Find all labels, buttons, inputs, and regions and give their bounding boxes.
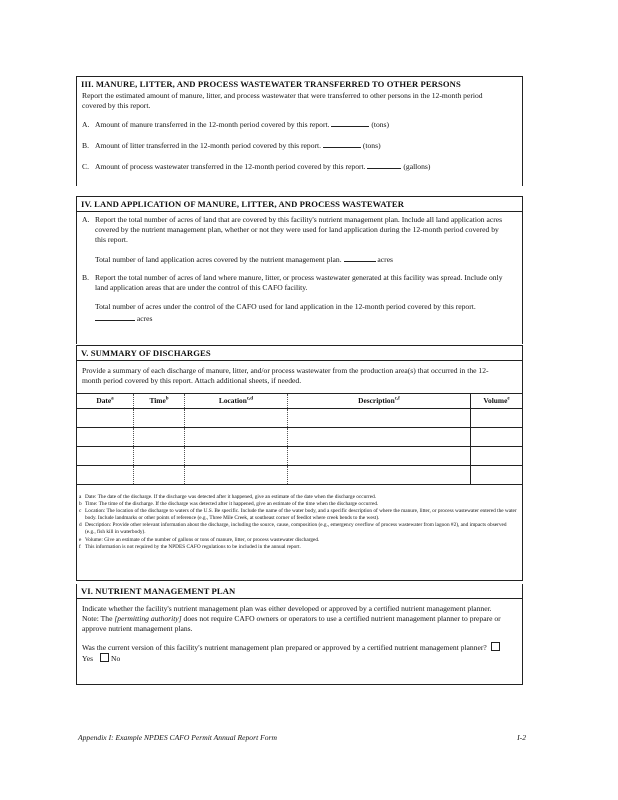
col-volume: Volume$^e$ — [471, 394, 523, 409]
section-3-heading: III. MANURE, LITTER, AND PROCESS WASTEWATER TRANSFERRED TO OTHER PERSONS — [81, 79, 461, 89]
litter-tons-field[interactable] — [323, 139, 361, 148]
item-4b-total-text: Total number of acres under the control of the CAFO used for land application in the 12-month period covered by this report. — [95, 302, 476, 311]
table-cell[interactable] — [185, 428, 288, 447]
footer-title: Appendix I: Example NPDES CAFO Permit Annual Report Form — [78, 733, 277, 742]
item-3a-unit: (tons) — [371, 120, 390, 129]
item-4a-total — [77, 253, 522, 265]
item-3a — [77, 118, 522, 130]
section-4-heading: IV. LAND APPLICATION OF MANURE, LITTER, AND PROCESS WASTEWATER — [77, 197, 522, 212]
item-3b — [77, 139, 522, 151]
table-cell[interactable] — [134, 409, 185, 428]
section-5-intro: Provide a summary of each discharge of manure, litter, and/or process wastewater from the production area(s) that occurred in the 12-month period covered by this report. Attach additional sheets, if needed. — [82, 366, 489, 385]
footnote: c Location: The location of the discharge to waters of the U.S. Be specific. Include the name of the water body, and a specific description of where the manure, litter, or process wastewater entered the water body. Include landmarks or other points of reference (e.g., Three Mile Creek, at southeast corner of feedlot where creek bends to the west). — [79, 508, 517, 522]
discharge-table-header — [77, 394, 522, 409]
item-3a-label: A. — [82, 120, 90, 129]
table-row — [77, 466, 522, 485]
footnote: e Volume: Give an estimate of the number of gallons or tons of manure, litter, or process wastewater discharged. — [79, 536, 320, 543]
no-checkbox[interactable] — [100, 653, 109, 662]
item-4a-total-text: Total number of land application acres covered by the nutrient management plan. — [95, 255, 342, 264]
yes-checkbox[interactable] — [491, 642, 500, 651]
section-3-intro: Report the estimated amount of manure, litter, and process wastewater that were transferred to other persons in the 12-month period covered by this report. — [82, 91, 483, 110]
nmp-acres-field[interactable] — [344, 253, 376, 262]
table-cell[interactable] — [134, 447, 185, 466]
table-cell[interactable] — [288, 466, 471, 485]
col-location: Location$^{c,d}$ — [185, 394, 288, 409]
table-cell[interactable] — [77, 447, 134, 466]
item-4b-label: B. — [82, 273, 89, 282]
col-date: Date$^a$ — [77, 394, 134, 409]
table-cell[interactable] — [471, 428, 523, 447]
item-3c-text: Amount of process wastewater transferred in the 12-month period covered by this report. — [95, 162, 366, 171]
discharge-table — [77, 393, 522, 485]
item-3c-label: C. — [82, 162, 89, 171]
col-time: Time$^b$ — [134, 394, 185, 409]
item-3c-unit: (gallons) — [403, 162, 431, 171]
item-4b-total — [77, 302, 522, 324]
item-4a-unit: acres — [377, 255, 394, 264]
section-5-heading: V. SUMMARY OF DISCHARGES — [77, 346, 522, 361]
table-row — [77, 428, 522, 447]
wastewater-gallons-field[interactable] — [367, 160, 401, 169]
item-4b-unit: acres — [136, 314, 153, 323]
table-cell[interactable] — [288, 409, 471, 428]
footnote: a Date: The date of the discharge. If the discharge was detected after it happened, give an estimate of the date when the discharge occurred. — [79, 494, 377, 500]
item-3b-text: Amount of litter transferred in the 12-month period covered by this report. — [95, 141, 322, 150]
footnote: f This information is not required by the NPDES CAFO regulations to be included in the annual report. — [79, 543, 301, 550]
table-cell[interactable] — [471, 409, 523, 428]
applied-acres-field[interactable] — [95, 312, 135, 321]
item-4b-text: Report the total number of acres of land where manure, litter, or process wastewater generated at this facility was spread. Include only land application areas that are under the control of this CAFO facility. — [95, 273, 503, 292]
item-4a-label: A. — [82, 215, 90, 224]
table-cell[interactable] — [185, 447, 288, 466]
table-cell[interactable] — [77, 466, 134, 485]
no-label: No — [110, 654, 121, 663]
table-row — [77, 409, 522, 428]
yes-label: Yes — [82, 654, 94, 663]
page-footer — [78, 733, 526, 742]
col-description: Description$^{c,f}$ — [288, 394, 471, 409]
item-3a-text: Amount of manure transferred in the 12-month period covered by this report. — [95, 120, 330, 129]
table-cell[interactable] — [134, 428, 185, 447]
table-row — [77, 447, 522, 466]
page-number: I-2 — [517, 733, 526, 742]
section-6-heading: VI. NUTRIENT MANAGEMENT PLAN — [77, 584, 522, 599]
table-cell[interactable] — [288, 447, 471, 466]
section-4 — [76, 196, 523, 344]
section-3 — [76, 76, 523, 186]
permitting-authority-placeholder: [permitting authority] — [114, 614, 182, 623]
table-cell[interactable] — [77, 428, 134, 447]
section-6 — [76, 584, 523, 685]
item-4a — [77, 215, 522, 245]
footnote: d Description: Provide other relevant information about the discharge, including the source, cause, composition (e.g., emergency overflow of process wastewater from lagoon #2), and impacts observed (e.g., fish kill in waterbody). — [79, 522, 507, 536]
item-3c — [77, 160, 522, 172]
table-cell[interactable] — [288, 428, 471, 447]
table-cell[interactable] — [185, 466, 288, 485]
table-cell[interactable] — [77, 409, 134, 428]
manure-tons-field[interactable] — [331, 118, 369, 127]
section-6-intro-b: does not require CAFO owners or operators to use a certified nutrient management planner to prepare or approve nutrient management plans. — [82, 614, 501, 633]
table-cell[interactable] — [471, 466, 523, 485]
item-4a-text: Report the total number of acres of land that are covered by this facility's nutrient management plan. Include all land application acres covered by the nutrient management plan, whether or not they were used for land application during the 12-month period covered by this report. — [95, 215, 503, 244]
nmp-question — [77, 642, 522, 664]
table-cell[interactable] — [134, 466, 185, 485]
footnote: b Time: The time of the discharge. If the discharge was detected after it happened, give an estimate of the time when the discharge occurred. — [79, 501, 379, 508]
table-cell[interactable] — [471, 447, 523, 466]
item-3b-label: B. — [82, 141, 89, 150]
item-4b — [77, 273, 522, 293]
table-cell[interactable] — [185, 409, 288, 428]
section-6-intro-a: Indicate whether the facility's nutrient management plan was either developed or approved by a certified nutrient management planner. Note: The — [82, 604, 492, 623]
discharge-footnotes — [77, 494, 522, 551]
section-6-intro — [77, 604, 522, 634]
item-3b-unit: (tons) — [362, 141, 381, 150]
section-5 — [76, 345, 523, 581]
nmp-question-text: Was the current version of this facility's nutrient management plan prepared or approved by a certified nutrient management planner? — [82, 643, 487, 652]
